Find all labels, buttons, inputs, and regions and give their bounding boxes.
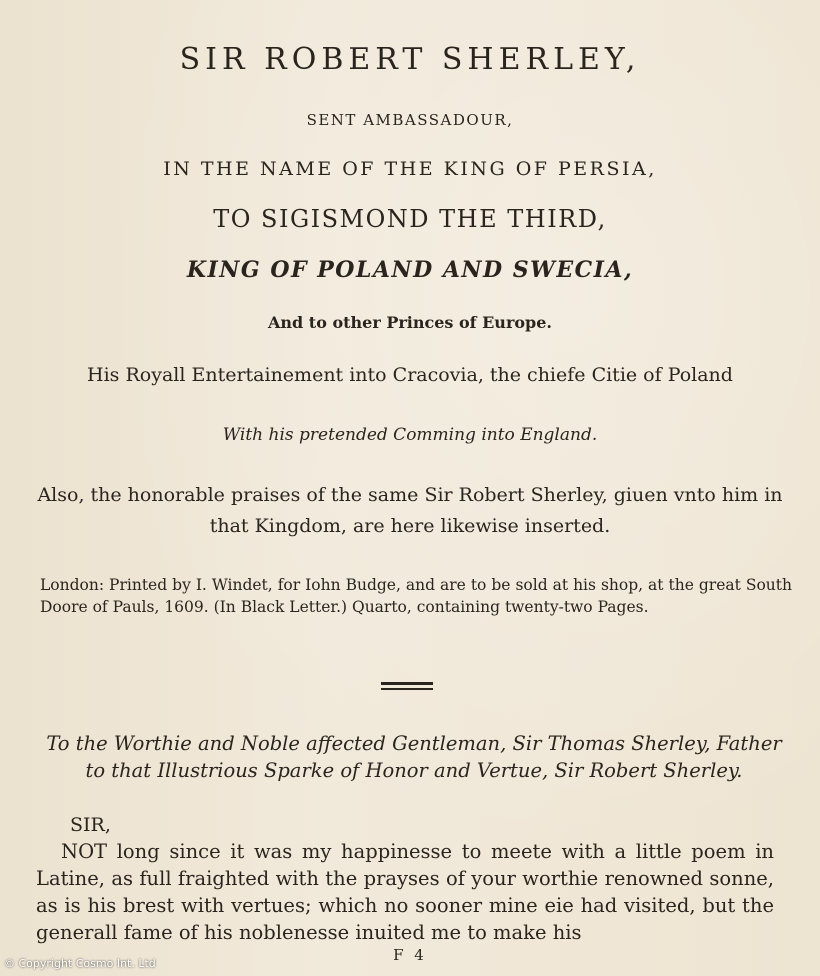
body-paragraph: NOT long since it was my happinesse to meete with a little poem in Latine, as full fraighted with the prayses of your worthie renowned sonne, as is his brest with vertues; which no sooner mine eie had visited, but the generall fame of his noblenesse inuited me to make his [36,840,774,944]
document-title: SIR ROBERT SHERLEY, [179,42,641,77]
imprint-paragraph: London: Printed by I. Windet, for Iohn Budge, and are to be sold at his shop, at the great South Doore of Pauls, 1609. (In Black Letter.) Quarto, containing twenty-two Pages. [40,576,792,616]
royall-entertainement-line: His Royall Entertainement into Cracovia, the chiefe Citie of Poland [87,364,733,386]
other-princes-line: And to other Princes of Europe. [268,313,552,332]
section-divider [381,682,433,690]
signature-mark: F 4 [393,946,427,964]
sent-ambassadour-line: SENT AMBASSADOUR, [306,111,514,129]
praises-paragraph: Also, the honorable praises of the same Sir Robert Sherley, giuen vnto him in that Kingdom, are here likewise inserted. [37,484,783,537]
dedication-heading: To the Worthie and Noble affected Gentleman, Sir Thomas Sherley, Father to that Illustrious Sparke of Honor and Vertue, Sir Robert Sherley. [46,732,782,782]
king-of-persia-line: IN THE NAME OF THE KING OF PERSIA, [163,158,657,180]
salutation: SIR, [70,814,111,836]
king-of-poland-line: KING OF POLAND AND SWECIA, [186,257,634,283]
copyright-watermark: © Copyright Cosmo Int. Ltd [4,957,156,970]
sigismond-line: TO SIGISMOND THE THIRD, [213,205,607,233]
comming-into-england-line: With his pretended Comming into England. [222,425,598,445]
